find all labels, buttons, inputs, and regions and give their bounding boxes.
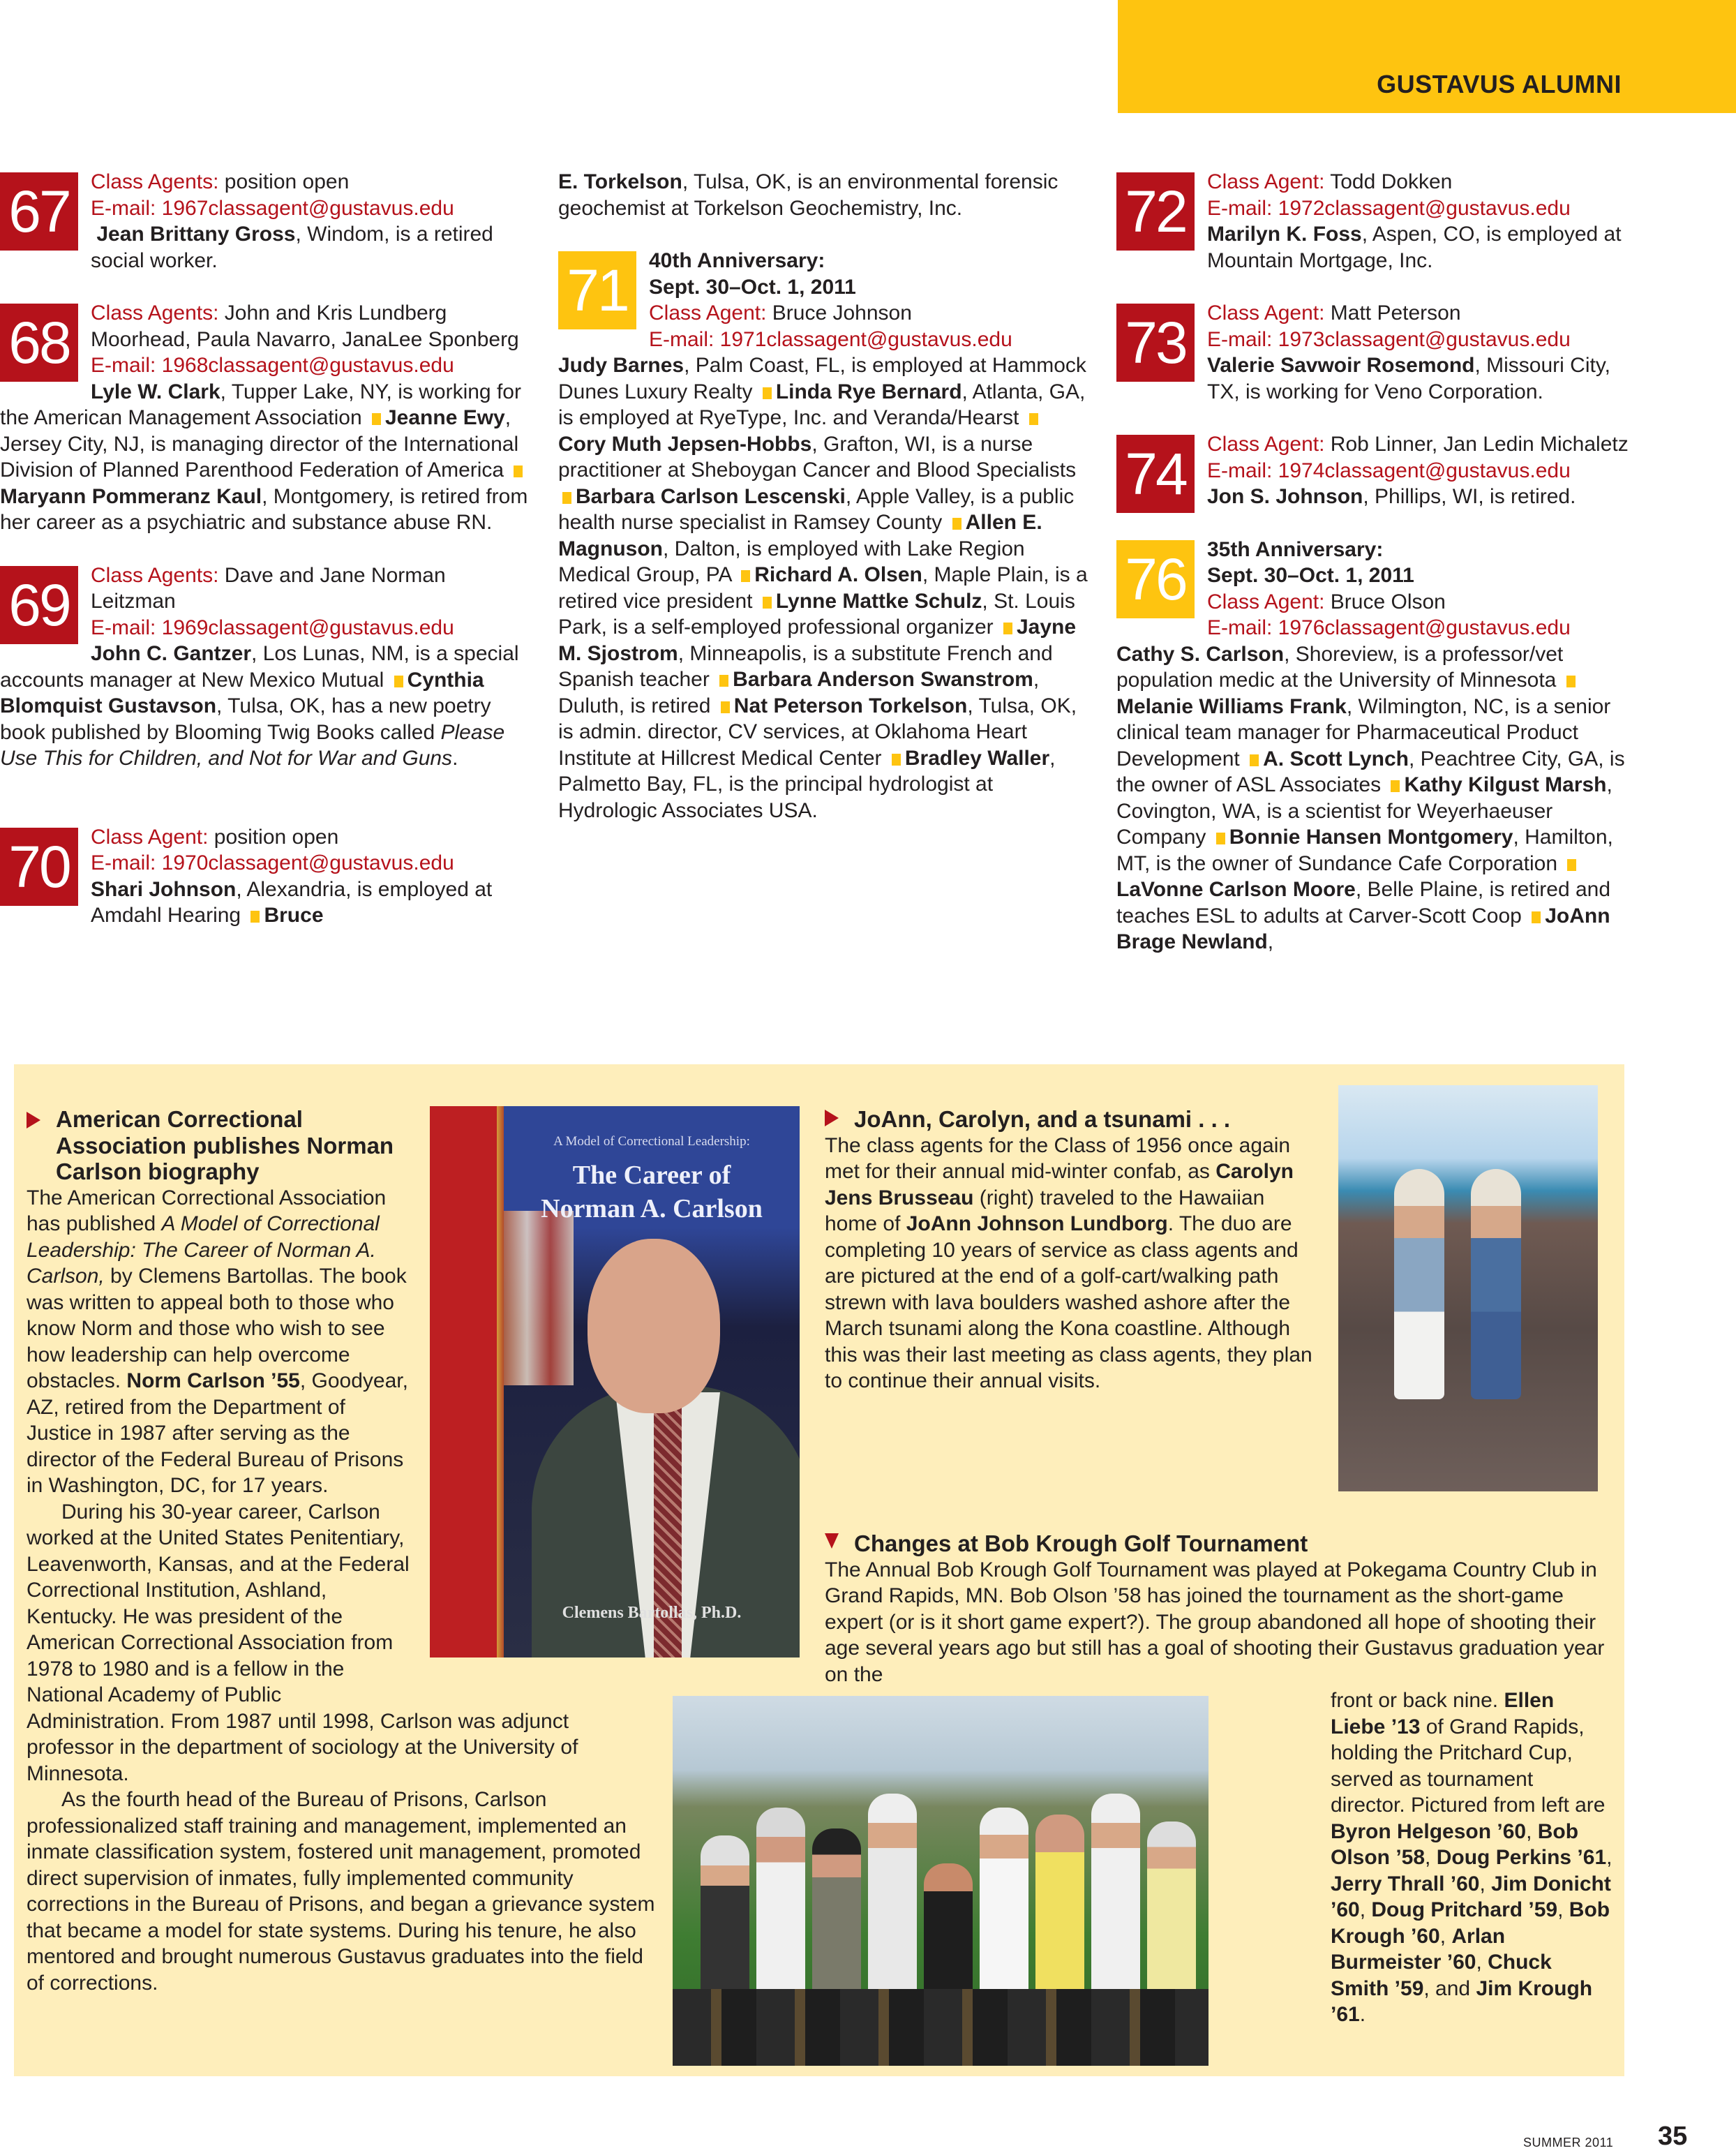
class-year-badge: 69 [0, 566, 78, 644]
alum-note: , Los Lunas, NM, is a special accounts manager at New Mexico Mutual [0, 642, 519, 692]
class-notes [1116, 484, 1647, 510]
alum-name: Barbara Anderson Swanstrom [733, 668, 1033, 691]
alum-note: , Wilmington, NC, is a senior clinical team manager for Pharmaceutical Product Development [1116, 694, 1611, 770]
bullet-square-icon [1566, 676, 1576, 687]
section-title: GUSTAVUS ALUMNI [1377, 70, 1622, 98]
alum-note: , Apple Valley, is a public health nurse specialist in Ramsey County [558, 484, 1075, 534]
alum-name: Lynne Mattke Schulz [775, 589, 982, 613]
alum-name: Melanie Williams Frank [1116, 694, 1347, 718]
pictured-person: Bob Olson ’58 [1331, 1819, 1579, 1869]
class-entry-74 [1116, 431, 1647, 510]
golfer [812, 1828, 861, 2003]
alum-name: A. Scott Lynch [1263, 747, 1409, 770]
cover-title-line: Norman A. Carlson [541, 1194, 763, 1223]
pictured-person: Doug Pritchard ’59 [1371, 1898, 1558, 1921]
person-joann [1394, 1169, 1444, 1399]
alum-name: LaVonne Carlson Moore [1116, 878, 1356, 901]
class-notes [1116, 352, 1647, 405]
separator: , [1439, 1924, 1452, 1948]
alum-name: Jean Brittany Gross [96, 223, 296, 246]
flag-graphic [504, 1211, 574, 1385]
agent-label: Class Agent: [91, 825, 209, 849]
bullet-square-icon [719, 675, 728, 687]
bullet-square-icon [952, 518, 961, 530]
alum-name: Cynthia Blomquist Gustavson [0, 668, 484, 717]
person-carolyn [1471, 1169, 1521, 1399]
agent-label: Class Agents: [91, 301, 219, 325]
separator: , [1606, 1846, 1612, 1869]
bullet-square-icon [562, 492, 571, 504]
alum-name: Barbara Carlson Lescenski [576, 484, 846, 508]
book-cover-title [504, 1159, 800, 1226]
alum-name: Nat Peterson Torkelson [733, 694, 968, 717]
alum-name: JoAnn Johnson Lundborg [906, 1212, 1168, 1235]
golfer [924, 1863, 973, 2003]
agent-email[interactable]: E-mail: 1974classagent@gustavus.edu [1207, 459, 1571, 482]
bullet-square-icon [250, 911, 260, 923]
anniversary-dates: Sept. 30–Oct. 1, 2011 [1207, 564, 1414, 587]
story-paragraph-2: During his 30-year career, Carlson worked at the United States Penitentiary, Leavenworth, Kansas, and at the Federal Correctional Institution, Ashland, Kentucky. He was president of the American Correctional Association from 1978 to 1980 and is a fellow in the National Academy of Public Administration. From 1987 until 1998, Carlson was adjunct professor in the department of sociology at the University of Minnesota. [27, 1500, 578, 1785]
alum-name: Marilyn K. Foss [1207, 223, 1362, 246]
bullet-square-icon [1250, 754, 1259, 766]
alum-note: , [1267, 930, 1274, 953]
alum-note: , Missouri City, TX, is working for Veno Corporation. [1207, 354, 1610, 403]
agent-label: Class Agent: [1207, 590, 1325, 613]
agent-names: position open [214, 825, 339, 849]
alum-note: , Palmetto Bay, FL, is the principal hydrologist at Hydrologic Associates USA. [558, 746, 1056, 822]
agent-label: Class Agent: [1207, 170, 1325, 193]
golfer [868, 1794, 917, 2003]
punctuation: . [1359, 2003, 1366, 2026]
golfer [756, 1808, 805, 2003]
alum-note: , Dalton, is employed with Lake Region Medical Group, PA [558, 537, 1025, 586]
triangle-right-icon [27, 1112, 40, 1128]
bullet-square-icon [1216, 833, 1225, 844]
agent-names: position open [224, 170, 350, 193]
alum-note: , Aspen, CO, is employed at Mountain Mortgage, Inc. [1207, 223, 1622, 272]
agent-names: Rob Linner, Jan Ledin Michaletz [1330, 433, 1629, 456]
section-banner [1118, 0, 1736, 113]
class-notes-column-1 [0, 169, 530, 929]
separator: , [1557, 1898, 1569, 1921]
book-author: Clemens Bartollas, Ph.D. [562, 1604, 742, 1622]
book-subtitle: A Model of Correctional Leadership: [553, 1134, 750, 1149]
agent-email[interactable]: E-mail: 1972classagent@gustavus.edu [1207, 196, 1571, 220]
class-notes [0, 379, 530, 536]
alum-name-continued: Bruce [264, 904, 324, 927]
alum-note: , Belle Plaine, is retired and teaches ESL to adults at Carver-Scott Coop [1116, 878, 1611, 927]
story-headline [825, 1530, 1613, 1557]
alum-name: Richard A. Olsen [754, 563, 922, 586]
agent-names: Todd Dokken [1330, 170, 1453, 193]
separator: , and [1423, 1976, 1476, 2000]
class-notes-column-2 [558, 169, 1088, 824]
agent-names: John and Kris Lundberg Moorhead, Paula Navarro, JanaLee Sponberg [91, 301, 519, 351]
class-year-badge: 76 [1116, 540, 1195, 618]
alum-note: , Covington, WA, is a scientist for Weyerhaeuser Company [1116, 773, 1612, 849]
alum-name: Lyle W. Clark [91, 380, 220, 403]
alum-name: Allen E. Magnuson [558, 511, 1042, 560]
bullet-square-icon [372, 413, 381, 425]
agent-names: Matt Peterson [1330, 301, 1461, 325]
book-front [504, 1106, 800, 1657]
bullet-square-icon [514, 465, 523, 477]
agent-label: Class Agents: [91, 563, 219, 587]
portrait-head [588, 1239, 720, 1413]
agent-label: Class Agents: [91, 170, 219, 193]
triangle-right-icon [825, 1110, 839, 1126]
agent-email[interactable]: E-mail: 1971classagent@gustavus.edu [649, 327, 1012, 351]
story-body [825, 1133, 1313, 1394]
alum-note: , St. Louis Park, is a self-employed professional organizer [558, 589, 1075, 639]
class-year-badge: 74 [1116, 435, 1195, 513]
alum-note: , Tupper Lake, NY, is working for the American Management Association [0, 380, 521, 429]
alum-name: Jayne M. Sjostrom [558, 616, 1077, 665]
separator: , [1526, 1819, 1538, 1843]
alum-note: , Jersey City, NJ, is managing director of the International Division of Planned Parenthood Federation of America [0, 406, 519, 482]
alum-name: Cory Muth Jepsen-Hobbs [558, 432, 812, 456]
alum-note: , Hamilton, MT, is the owner of Sundance Cafe Corporation [1116, 826, 1613, 875]
body-text: (right) traveled to the Hawaiian home of [825, 1186, 1265, 1235]
alum-note: , Tulsa, OK, has a new poetry book published by Blooming Twig Books called [0, 694, 491, 744]
class-year-badge: 68 [0, 304, 78, 382]
story-tsunami [825, 1106, 1313, 1394]
golfer [980, 1808, 1028, 2003]
bullet-square-icon [1391, 780, 1400, 792]
class-notes [1116, 221, 1647, 274]
class-entry-72 [1116, 169, 1647, 274]
class-year-badge: 72 [1116, 172, 1195, 251]
class-entry-67 [0, 169, 530, 274]
headline-text: American Correctional Association publishes Norman Carlson biography [56, 1106, 394, 1184]
alum-note: , Grafton, WI, is a nurse practitioner at Sheboygan Cancer and Blood Specialists [558, 432, 1077, 482]
book-title: A Model of Correctional Leadership: The Career of Norman A. Carlson, [27, 1212, 380, 1288]
pictured-person: Byron Helgeson ’60 [1331, 1819, 1527, 1843]
alum-note: , Windom, is a retired social worker. [91, 223, 493, 272]
golf-bags [673, 1989, 1209, 2066]
triangle-down-icon [825, 1533, 839, 1549]
bullet-square-icon [394, 676, 403, 687]
separator: , [1359, 1898, 1372, 1921]
headline-text: Changes at Bob Krough Golf Tournament [854, 1530, 1308, 1556]
page-number: 35 [1658, 2122, 1688, 2151]
body-text: front or back nine. [1331, 1689, 1504, 1712]
body-text: of Grand Rapids, holding the Pritchard Cup, served as tournament director. Pictured from left are [1331, 1715, 1606, 1817]
alum-note: , Duluth, is retired [558, 668, 1040, 717]
bullet-square-icon [1532, 911, 1541, 923]
alum-name: Bonnie Hansen Montgomery [1229, 826, 1513, 849]
anniversary-dates: Sept. 30–Oct. 1, 2011 [649, 275, 856, 299]
separator: , [1476, 1951, 1488, 1974]
class-entry-73 [1116, 300, 1647, 405]
bullet-square-icon [741, 570, 750, 582]
agent-label: Class Agent: [649, 301, 767, 325]
separator: , [1479, 1872, 1492, 1895]
class-notes [0, 877, 530, 929]
class-notes-column-3 [1116, 169, 1647, 955]
alum-name: Cathy S. Carlson [1116, 642, 1285, 666]
class-entry-71 [558, 248, 1088, 824]
body-text: The class agents for the Class of 1956 once again met for their annual mid-winter confab, as [825, 1133, 1291, 1183]
bullet-square-icon [892, 754, 901, 766]
headline-text: JoAnn, Carolyn, and a tsunami . . . [854, 1106, 1231, 1132]
story-body: The Annual Bob Krough Golf Tournament was played at Pokegama Country Club in Grand Rapids, MN. Bob Olson ’58 has joined the tournament as the short-game expert (or is it short game expert?). The group abandoned all hope of shooting their age several years ago but still has a goal of shooting their Gustavus graduation year on the [825, 1558, 1605, 1686]
golfer [1147, 1822, 1196, 2003]
bullet-square-icon [1567, 859, 1576, 871]
class-year-badge: 73 [1116, 304, 1195, 382]
class-year-badge: 67 [0, 172, 78, 251]
agent-label: Class Agent: [1207, 301, 1325, 325]
agent-email[interactable]: E-mail: 1973classagent@gustavus.edu [1207, 327, 1571, 351]
pictured-person: Jim Donicht ’60 [1331, 1872, 1611, 1921]
agent-email[interactable]: E-mail: 1967classagent@gustavus.edu [91, 196, 454, 220]
pictured-person: Jim Krough ’61 [1331, 1976, 1593, 2026]
bullet-square-icon [721, 701, 730, 713]
cover-title-line: The Career of [572, 1161, 731, 1190]
book-title: Please Use This for Children, and Not for War and Guns [0, 720, 505, 770]
alum-note: , Shoreview, is a professor/vet population medic at the University of Minnesota [1116, 642, 1564, 692]
class-notes [0, 641, 530, 772]
alum-note: , Atlanta, GA, is employed at RyeType, Inc. and Veranda/Hearst [558, 380, 1086, 429]
alum-name: Maryann Pommeranz Kaul [0, 484, 262, 508]
class-notes [0, 221, 530, 274]
alum-name: Norm Carlson ’55 [126, 1369, 300, 1392]
alum-note: , Montgomery, is retired from her career as a psychiatric and substance abuse RN. [0, 484, 528, 534]
body-text: The American Correctional Association has published [27, 1186, 387, 1235]
golf-group-photo [673, 1696, 1209, 2066]
alum-name: Linda Rye Bernard [775, 380, 962, 403]
class-entry-68 [0, 300, 530, 536]
alum-note: , Peachtree City, GA, is the owner of ASL Associates [1116, 747, 1625, 796]
bullet-square-icon [763, 387, 772, 399]
body-text: . The duo are completing 10 years of service as class agents and are pictured at the end of a golf-cart/walking path strewn with lava boulders washed ashore after the March tsunami along the Kona coastline. Although this was their last meeting as class agents, they plan to continue their annual visits. [825, 1212, 1312, 1392]
story-headline [27, 1106, 416, 1185]
class-notes [558, 352, 1088, 824]
book-spine [430, 1106, 497, 1657]
alum-name: Valerie Savwoir Rosemond [1207, 354, 1475, 377]
agent-email[interactable]: E-mail: 1968classagent@gustavus.edu [91, 354, 454, 377]
alum-name: Jeanne Ewy [384, 406, 505, 429]
class-year-badge: 70 [0, 828, 78, 906]
alum-name: Jon S. Johnson [1207, 485, 1363, 508]
class-year-badge: 71 [558, 251, 636, 329]
issue-season: SUMMER 2011 [1523, 2136, 1614, 2150]
alum-name: John C. Gantzer [91, 642, 252, 665]
pictured-person: Jerry Thrall ’60 [1331, 1872, 1480, 1895]
pictured-person: Arlan Burmeister ’60 [1331, 1924, 1506, 1974]
anniversary-label: 35th Anniversary: [1207, 537, 1384, 561]
news-panel [14, 1064, 1624, 2076]
hawaii-photo [1338, 1085, 1598, 1491]
body-text: , Goodyear, AZ, retired from the Department of Justice in 1987 after serving as the director of the Federal Bureau of Prisons in Washington, DC, for 17 years. [27, 1369, 408, 1497]
bullet-square-icon [763, 597, 772, 609]
pictured-person: Chuck Smith ’59 [1331, 1951, 1552, 2000]
class-entry-70 [0, 824, 530, 929]
alum-name: Ellen Liebe ’13 [1331, 1689, 1555, 1738]
alum-name: Carolyn Jens Brusseau [825, 1160, 1294, 1209]
agent-label: Class Agent: [1207, 433, 1325, 456]
agent-names: Bruce Johnson [772, 301, 912, 325]
alum-note: , Tulsa, OK, is admin. director, CV services, at Oklahoma Heart Institute at Hillcrest Medical Center [558, 694, 1077, 770]
agent-names: Bruce Olson [1330, 590, 1446, 613]
golfer [701, 1835, 749, 2003]
pictured-person: Bob Krough ’60 [1331, 1898, 1610, 1948]
alum-note: , Phillips, WI, is retired. [1363, 485, 1576, 508]
golfer [1035, 1815, 1084, 2003]
book-stripe [497, 1106, 504, 1657]
alum-name: Shari Johnson [91, 877, 237, 901]
class-notes [1116, 641, 1647, 955]
body-text: by Clemens Bartollas. The book was written to appeal both to those who know Norm and those who wish to see how leadership can help overcome obstacles. [27, 1265, 407, 1392]
agent-names: Dave and Jane Norman Leitzman [91, 563, 446, 613]
alum-name: Bradley Waller [904, 746, 1050, 770]
agent-email[interactable]: E-mail: 1969classagent@gustavus.edu [91, 616, 454, 639]
agent-email[interactable]: E-mail: 1970classagent@gustavus.edu [91, 851, 454, 874]
alum-name: Kathy Kilgust Marsh [1404, 773, 1607, 796]
agent-email[interactable]: E-mail: 1976classagent@gustavus.edu [1207, 616, 1571, 639]
alum-note: , Tulsa, OK, is an environmental forensic geochemist at Torkelson Geochemistry, Inc. [558, 170, 1058, 220]
alum-note: , Palm Coast, FL, is employed at Hammock Dunes Luxury Realty [558, 354, 1086, 403]
class-notes-continued [558, 169, 1088, 221]
alum-name: Judy Barnes [558, 354, 684, 377]
pictured-person: Doug Perkins ’61 [1436, 1846, 1607, 1869]
alum-note: , Alexandria, is employed at Amdahl Hearing [91, 877, 493, 927]
bullet-square-icon [1029, 413, 1038, 425]
story-headline [825, 1106, 1313, 1133]
class-entry-69 [0, 563, 530, 772]
alum-note: , Maple Plain, is a retired vice president [558, 563, 1088, 613]
alum-name: JoAnn Brage Newland [1116, 904, 1610, 953]
anniversary-label: 40th Anniversary: [649, 249, 825, 272]
golfer [1091, 1794, 1140, 2003]
book-cover-image [430, 1106, 800, 1657]
alum-name: E. Torkelson [558, 170, 682, 193]
separator: , [1425, 1846, 1437, 1869]
bullet-square-icon [1003, 623, 1012, 634]
class-entry-76 [1116, 537, 1647, 955]
punctuation: . [452, 747, 458, 770]
alum-note: , Minneapolis, is a substitute French and Spanish teacher [558, 641, 1053, 691]
story-paragraph-3: As the fourth head of the Bureau of Prisons, Carlson professionalized staff training and management, implemented an inmate classification system, fostered unit management, promoted direct supervision of inmates, fully implemented community corrections in the Bureau of Prisons, and began a grievance system that became a model for state systems. During his tenure, he also mentored and brought numerous Gustavus graduates into the field of corrections. [27, 1788, 655, 1995]
